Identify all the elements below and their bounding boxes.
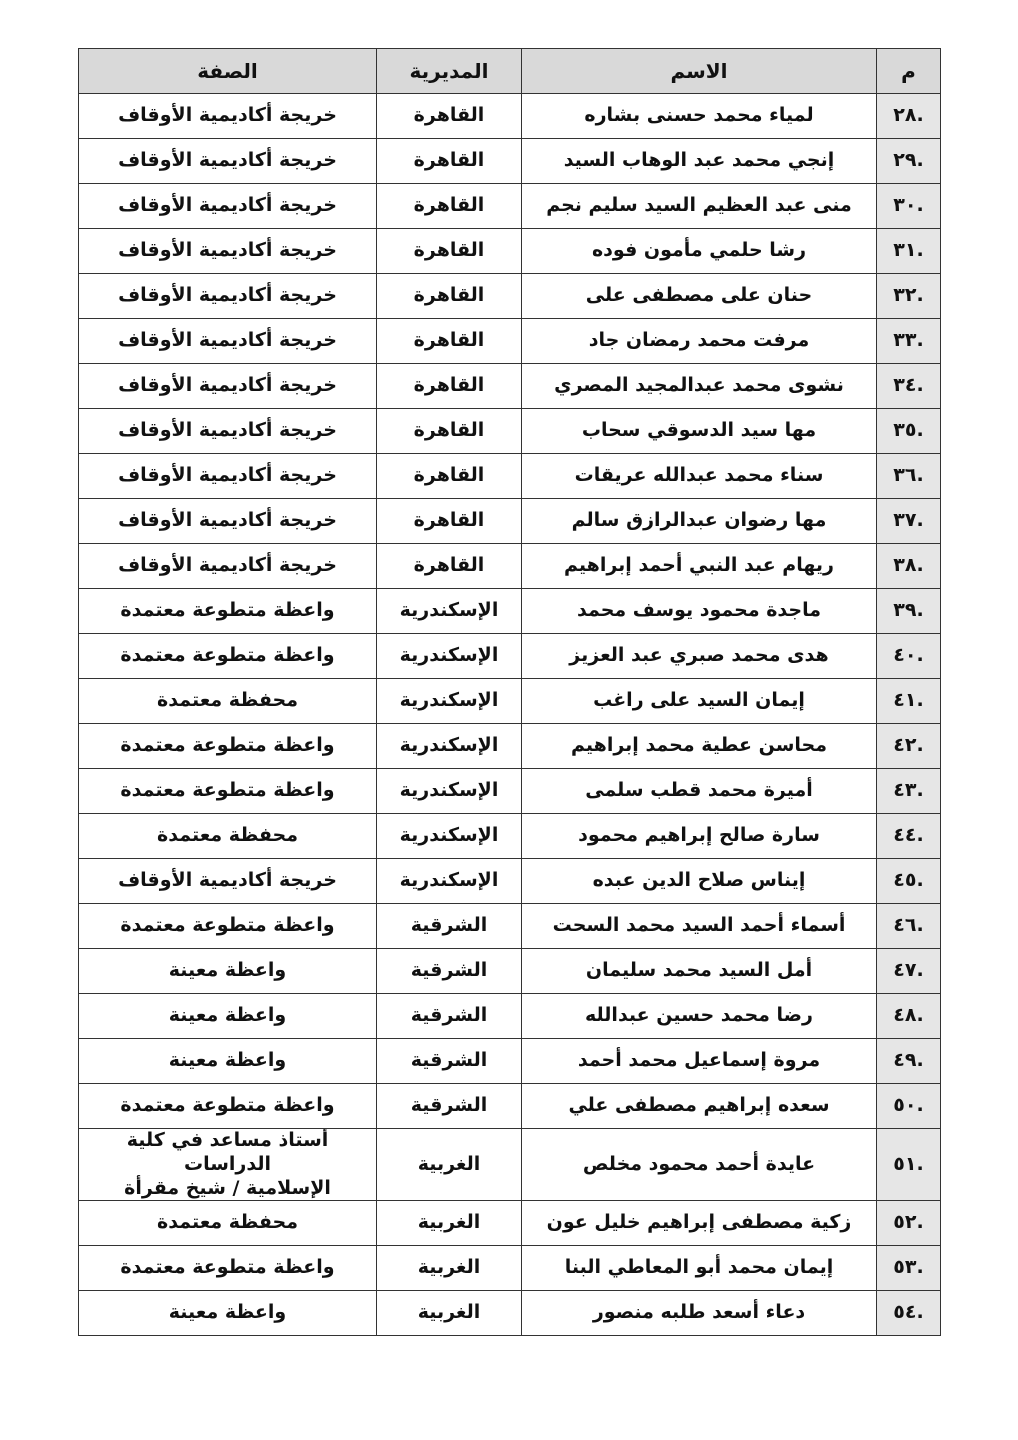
- row-num-cell: .٥١: [877, 1129, 941, 1201]
- row-name-cell: زكية مصطفى إبراهيم خليل عون: [522, 1201, 877, 1246]
- row-role-cell: واعظة معينة: [79, 1039, 377, 1084]
- row-name-cell: مها رضوان عبدالرازق سالم: [522, 499, 877, 544]
- row-name-cell: أميرة محمد قطب سلمى: [522, 769, 877, 814]
- row-directorate-cell: الشرقية: [377, 1084, 522, 1129]
- table-row: [79, 1039, 941, 1084]
- row-num-cell: .٤١: [877, 679, 941, 724]
- row-directorate-cell: القاهرة: [377, 364, 522, 409]
- row-directorate-cell: الإسكندرية: [377, 769, 522, 814]
- table-row: [79, 1291, 941, 1336]
- header-num: م: [877, 49, 941, 94]
- row-name-cell: منى عبد العظيم السيد سليم نجم: [522, 184, 877, 229]
- row-directorate-cell: القاهرة: [377, 229, 522, 274]
- row-num-cell: .٤٢: [877, 724, 941, 769]
- row-directorate-cell: القاهرة: [377, 499, 522, 544]
- row-directorate-cell: الإسكندرية: [377, 589, 522, 634]
- row-directorate-cell: القاهرة: [377, 139, 522, 184]
- row-num-cell: .٥٠: [877, 1084, 941, 1129]
- row-name-cell: سناء محمد عبدالله عريقات: [522, 454, 877, 499]
- row-num-cell: .٣٢: [877, 274, 941, 319]
- row-role-cell: واعظة متطوعة معتمدة: [79, 904, 377, 949]
- row-role-cell: واعظة متطوعة معتمدة: [79, 589, 377, 634]
- table-row: [79, 724, 941, 769]
- row-directorate-cell: الإسكندرية: [377, 724, 522, 769]
- table-row: [79, 94, 941, 139]
- table-row: [79, 499, 941, 544]
- row-name-cell: عايدة أحمد محمود مخلص: [522, 1129, 877, 1201]
- row-num-cell: .٣٣: [877, 319, 941, 364]
- table-row: [79, 1129, 941, 1201]
- row-directorate-cell: الإسكندرية: [377, 634, 522, 679]
- row-num-cell: .٥٣: [877, 1246, 941, 1291]
- row-directorate-cell: القاهرة: [377, 409, 522, 454]
- row-num-cell: .٣٠: [877, 184, 941, 229]
- row-role-cell: خريجة أكاديمية الأوقاف: [79, 94, 377, 139]
- table-row: [79, 904, 941, 949]
- row-role-cell: محفظة معتمدة: [79, 679, 377, 724]
- row-directorate-cell: القاهرة: [377, 544, 522, 589]
- row-name-cell: أمل السيد محمد سليمان: [522, 949, 877, 994]
- row-directorate-cell: الإسكندرية: [377, 679, 522, 724]
- row-num-cell: .٤٧: [877, 949, 941, 994]
- row-directorate-cell: الشرقية: [377, 949, 522, 994]
- row-name-cell: إيمان السيد على راغب: [522, 679, 877, 724]
- table-row: [79, 409, 941, 454]
- row-name-cell: مها سيد الدسوقي سحاب: [522, 409, 877, 454]
- row-directorate-cell: الشرقية: [377, 1039, 522, 1084]
- row-directorate-cell: الغربية: [377, 1291, 522, 1336]
- table-row: [79, 454, 941, 499]
- row-directorate-cell: الشرقية: [377, 994, 522, 1039]
- table-row: [79, 364, 941, 409]
- table-row: [79, 1201, 941, 1246]
- row-directorate-cell: القاهرة: [377, 319, 522, 364]
- row-name-cell: أسماء أحمد السيد محمد السحت: [522, 904, 877, 949]
- row-name-cell: محاسن عطية محمد إبراهيم: [522, 724, 877, 769]
- table-row: [79, 544, 941, 589]
- row-role-cell: خريجة أكاديمية الأوقاف: [79, 859, 377, 904]
- row-name-cell: سارة صالح إبراهيم محمود: [522, 814, 877, 859]
- row-role-cell: واعظة معينة: [79, 949, 377, 994]
- row-directorate-cell: الإسكندرية: [377, 859, 522, 904]
- roster-table: [78, 48, 941, 1336]
- table-row: [79, 949, 941, 994]
- row-role-cell: خريجة أكاديمية الأوقاف: [79, 364, 377, 409]
- table-row: [79, 319, 941, 364]
- header-directorate: المديرية: [377, 49, 522, 94]
- row-num-cell: .٤٩: [877, 1039, 941, 1084]
- row-num-cell: .٢٩: [877, 139, 941, 184]
- row-role-cell: خريجة أكاديمية الأوقاف: [79, 544, 377, 589]
- row-name-cell: مروة إسماعيل محمد أحمد: [522, 1039, 877, 1084]
- row-role-cell: خريجة أكاديمية الأوقاف: [79, 139, 377, 184]
- row-num-cell: .٤٦: [877, 904, 941, 949]
- row-name-cell: لمياء محمد حسنى بشاره: [522, 94, 877, 139]
- table-row: [79, 274, 941, 319]
- row-role-cell: واعظة متطوعة معتمدة: [79, 634, 377, 679]
- row-role-cell: واعظة معينة: [79, 1291, 377, 1336]
- table-row: [79, 679, 941, 724]
- row-directorate-cell: القاهرة: [377, 274, 522, 319]
- row-role-cell: خريجة أكاديمية الأوقاف: [79, 454, 377, 499]
- row-role-cell: خريجة أكاديمية الأوقاف: [79, 319, 377, 364]
- row-name-cell: إنجي محمد عبد الوهاب السيد: [522, 139, 877, 184]
- row-directorate-cell: الإسكندرية: [377, 814, 522, 859]
- row-role-cell: واعظة متطوعة معتمدة: [79, 1084, 377, 1129]
- row-num-cell: .٣٦: [877, 454, 941, 499]
- row-name-cell: إيمان محمد أبو المعاطي البنا: [522, 1246, 877, 1291]
- row-num-cell: .٣٤: [877, 364, 941, 409]
- table-row: [79, 139, 941, 184]
- row-name-cell: هدى محمد صبري عبد العزيز: [522, 634, 877, 679]
- table-row: [79, 229, 941, 274]
- row-num-cell: .٣١: [877, 229, 941, 274]
- row-role-cell: محفظة معتمدة: [79, 1201, 377, 1246]
- row-directorate-cell: الشرقية: [377, 904, 522, 949]
- row-role-line: أستاذ مساعد في كلية الدراسات: [126, 1129, 329, 1175]
- row-name-cell: دعاء أسعد طلبه منصور: [522, 1291, 877, 1336]
- row-directorate-cell: القاهرة: [377, 184, 522, 229]
- row-role-cell: [79, 1129, 377, 1201]
- row-name-cell: حنان على مصطفى على: [522, 274, 877, 319]
- row-name-cell: ماجدة محمود يوسف محمد: [522, 589, 877, 634]
- table-body: [79, 94, 941, 1336]
- row-role-cell: واعظة متطوعة معتمدة: [79, 769, 377, 814]
- table-row: [79, 634, 941, 679]
- row-num-cell: .٥٢: [877, 1201, 941, 1246]
- table-row: [79, 589, 941, 634]
- header-row: [79, 49, 941, 94]
- row-num-cell: .٣٥: [877, 409, 941, 454]
- row-num-cell: .٤٣: [877, 769, 941, 814]
- row-name-cell: مرفت محمد رمضان جاد: [522, 319, 877, 364]
- row-num-cell: .٣٧: [877, 499, 941, 544]
- row-directorate-cell: القاهرة: [377, 94, 522, 139]
- row-name-cell: ريهام عبد النبي أحمد إبراهيم: [522, 544, 877, 589]
- row-role-cell: خريجة أكاديمية الأوقاف: [79, 499, 377, 544]
- row-name-cell: رضا محمد حسين عبدالله: [522, 994, 877, 1039]
- row-role-cell: خريجة أكاديمية الأوقاف: [79, 409, 377, 454]
- header-role: الصفة: [79, 49, 377, 94]
- row-num-cell: .٤٠: [877, 634, 941, 679]
- table-row: [79, 1084, 941, 1129]
- row-role-cell: خريجة أكاديمية الأوقاف: [79, 274, 377, 319]
- row-name-cell: سعده إبراهيم مصطفى علي: [522, 1084, 877, 1129]
- row-directorate-cell: الغربية: [377, 1246, 522, 1291]
- row-directorate-cell: الغربية: [377, 1129, 522, 1201]
- table-row: [79, 769, 941, 814]
- row-role-cell: واعظة متطوعة معتمدة: [79, 724, 377, 769]
- table-row: [79, 184, 941, 229]
- header-name: الاسم: [522, 49, 877, 94]
- table-row: [79, 859, 941, 904]
- row-role-cell: واعظة معينة: [79, 994, 377, 1039]
- table-row: [79, 994, 941, 1039]
- row-num-cell: .٣٩: [877, 589, 941, 634]
- row-name-cell: نشوى محمد عبدالمجيد المصري: [522, 364, 877, 409]
- table-row: [79, 814, 941, 859]
- row-directorate-cell: الغربية: [377, 1201, 522, 1246]
- row-name-cell: إيناس صلاح الدين عبده: [522, 859, 877, 904]
- row-num-cell: .٥٤: [877, 1291, 941, 1336]
- row-num-cell: .٣٨: [877, 544, 941, 589]
- row-name-cell: رشا حلمي مأمون فوده: [522, 229, 877, 274]
- row-role-cell: واعظة متطوعة معتمدة: [79, 1246, 377, 1291]
- row-num-cell: .٤٤: [877, 814, 941, 859]
- row-num-cell: .٤٨: [877, 994, 941, 1039]
- table-row: [79, 1246, 941, 1291]
- row-num-cell: .٤٥: [877, 859, 941, 904]
- row-role-cell: خريجة أكاديمية الأوقاف: [79, 184, 377, 229]
- row-role-cell: خريجة أكاديمية الأوقاف: [79, 229, 377, 274]
- row-num-cell: .٢٨: [877, 94, 941, 139]
- row-directorate-cell: القاهرة: [377, 454, 522, 499]
- row-role-cell: محفظة معتمدة: [79, 814, 377, 859]
- row-role-line: الإسلامية / شيخ مقرأة: [124, 1176, 331, 1199]
